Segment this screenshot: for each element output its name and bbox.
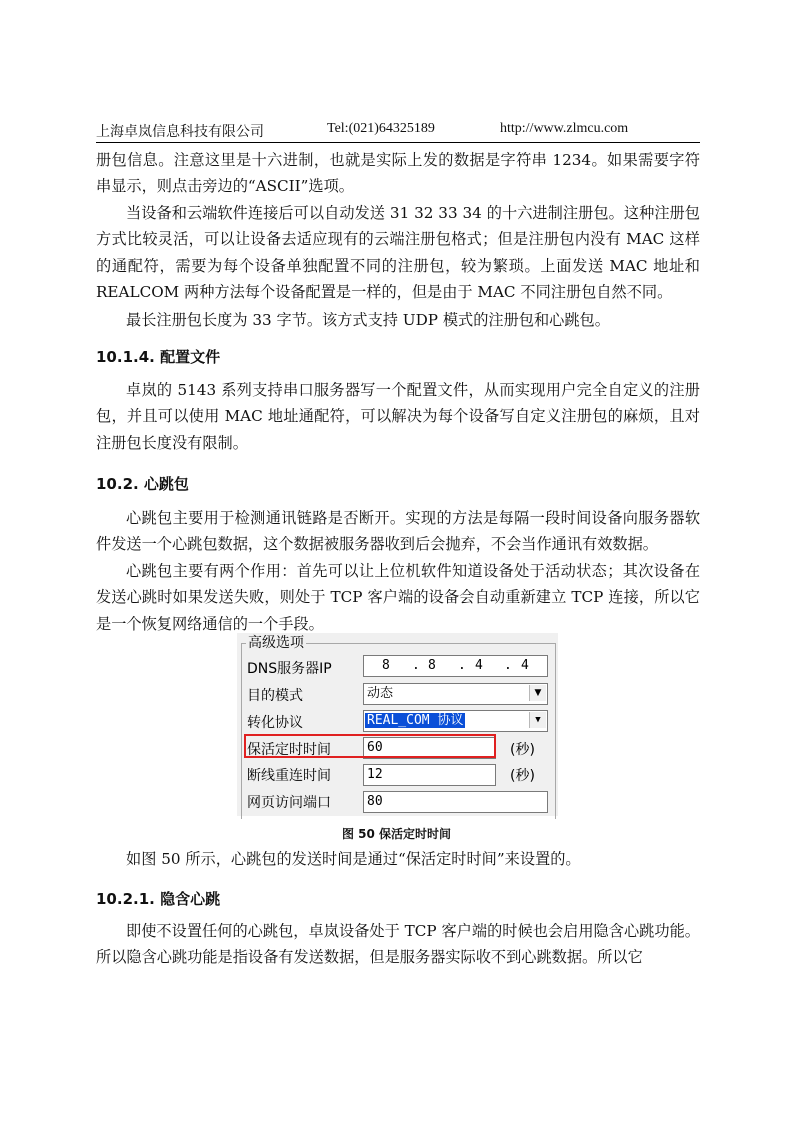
webport-input[interactable]: 80	[363, 791, 548, 813]
dns-ip-input[interactable]	[363, 655, 548, 677]
dest-mode-label: 目的模式	[247, 688, 303, 704]
header-tel: Tel:(021)64325189	[327, 121, 435, 136]
page-header	[96, 121, 700, 143]
dns-server-label: DNS服务器IP	[247, 661, 332, 677]
reconnect-unit: (秒)	[510, 768, 535, 784]
dest-mode-value: 动态	[367, 686, 394, 701]
dest-mode-select[interactable]	[363, 683, 548, 705]
ip-octet-2: 8	[428, 658, 436, 673]
keepalive-unit: (秒)	[510, 742, 535, 758]
advanced-options-figure	[237, 633, 558, 816]
header-company: 上海卓岚信息科技有限公司	[96, 125, 264, 140]
webport-label: 网页访问端口	[247, 795, 331, 811]
ip-dot: .	[458, 658, 466, 673]
paragraph: 最长注册包长度为 33 字节。该方式支持 UDP 模式的注册包和心跳包。	[126, 311, 610, 329]
paragraph: 如图 50 所示，心跳包的发送时间是通过“保活定时时间”来设置的。	[126, 850, 581, 868]
figure-caption: 图 50 保活定时时间	[341, 827, 452, 841]
ip-octet-1: 8	[382, 658, 390, 673]
paragraph: 册包信息。注意这里是十六进制，也就是实际上发的数据是字符串 1234。如果需要字符串显示，则点击旁边的“ASCII”选项。	[96, 151, 700, 196]
ip-octet-4: 4	[521, 658, 529, 673]
ip-octet-3: 4	[475, 658, 483, 673]
section-heading: 10.2. 心跳包	[96, 475, 189, 493]
protocol-value: REAL_COM 协议	[367, 713, 464, 728]
section-heading: 10.1.4. 配置文件	[96, 348, 221, 366]
highlight-box	[244, 734, 496, 758]
keepalive-input[interactable]: 60	[363, 737, 496, 759]
keepalive-label: 保活定时时间	[247, 742, 331, 758]
protocol-select[interactable]	[363, 710, 548, 732]
paragraph: 心跳包主要用于检测通讯链路是否断开。实现的方法是每隔一段时间设备向服务器软件发送一个心跳包数据，这个数据被服务器收到后会抛弃，不会当作通讯有效数据。	[96, 509, 700, 554]
reconnect-label: 断线重连时间	[247, 768, 331, 784]
header-url: http://www.zlmcu.com	[500, 121, 629, 136]
paragraph: 即使不设置任何的心跳包，卓岚设备处于 TCP 客户端的时候也会启用隐含心跳功能。所以隐含心跳功能是指设备有发送数据，但是服务器实际收不到心跳数据。所以它	[96, 922, 700, 967]
header-rule	[96, 142, 700, 143]
chevron-down-icon[interactable]: ▼	[529, 712, 546, 728]
reconnect-input[interactable]: 12	[363, 764, 496, 786]
paragraph: 卓岚的 5143 系列支持串口服务器写一个配置文件，从而实现用户完全自定义的注册包，并且可以使用 MAC 地址通配符，可以解决为每个设备写自定义注册包的麻烦，且对注册包长度没有限制。	[96, 381, 700, 452]
section-heading: 10.2.1. 隐含心跳	[96, 890, 221, 908]
paragraph: 心跳包主要有两个作用：首先可以让上位机软件知道设备处于活动状态；其次设备在发送心跳时如果发送失败，则处于 TCP 客户端的设备会自动重新建立 TCP 连接，所以它是一个恢复网络通信的一个手段。	[96, 562, 700, 633]
protocol-label: 转化协议	[247, 715, 303, 731]
chevron-down-icon[interactable]: ▼	[529, 685, 546, 701]
paragraph: 当设备和云端软件连接后可以自动发送 31 32 33 34 的十六进制注册包。这种注册包方式比较灵活，可以让设备去适应现有的云端注册包格式；但是注册包内没有 MAC 这样的通配符，需要为每个设备单独配置不同的注册包，较为繁琐。上面发送 MAC 地址和 REALCOM 两种方法每个设备配置是一样的，但是由于 MAC 不同注册包自然不同。	[96, 204, 700, 301]
ip-dot: .	[412, 658, 420, 673]
ip-dot: .	[504, 658, 512, 673]
group-title: 高级选项	[248, 635, 304, 651]
